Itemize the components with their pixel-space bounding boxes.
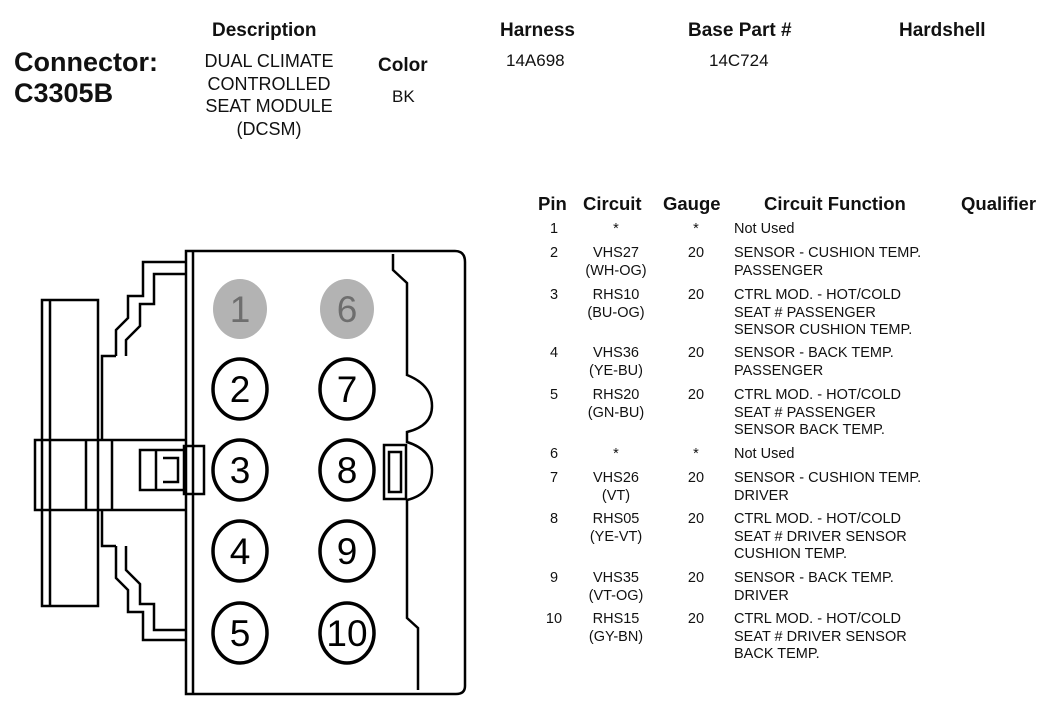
pin-cell: 4: [549, 345, 559, 361]
function-line: Not Used: [734, 221, 795, 237]
pin-cell: 2: [549, 245, 559, 261]
pin-cavity-7: [320, 359, 374, 419]
pin-cavity-5: [213, 603, 267, 663]
circuit-line: RHS20: [592, 387, 640, 403]
function-line: SEAT # PASSENGER: [734, 304, 876, 321]
pin-cavity-10: [320, 603, 374, 663]
gauge-cell: 20: [687, 387, 705, 403]
function-line: CTRL MOD. - HOT/COLD: [734, 611, 902, 627]
column-header-gauge: Gauge: [663, 193, 721, 214]
function-line: SENSOR - BACK TEMP.: [734, 345, 894, 361]
pin-cavity-1: [213, 279, 267, 339]
function-line: SENSOR BACK TEMP.: [734, 422, 885, 438]
circuit-line: RHS15: [592, 611, 640, 627]
function-line: CTRL MOD. - HOT/COLD: [734, 511, 902, 527]
harness-value: 14A698: [506, 51, 565, 70]
pin-cavity-4: [213, 521, 267, 581]
function-line: BACK TEMP.: [734, 646, 820, 662]
function-line: SENSOR - BACK TEMP.: [734, 570, 894, 586]
circuit-cell: [570, 345, 662, 380]
column-header-circuit-function: Circuit Function: [764, 193, 906, 214]
function-line: PASSENGER: [734, 362, 824, 379]
function-cell: [734, 446, 959, 464]
gauge-cell: 20: [687, 611, 705, 627]
pin-number: 8: [336, 450, 358, 491]
pin-cell: 8: [549, 511, 559, 527]
circuit-line: *: [613, 446, 619, 462]
description-line: DUAL CLIMATE: [204, 51, 334, 71]
base-part-header: Base Part #: [688, 20, 792, 41]
pin-number: 3: [229, 450, 251, 491]
circuit-cell: [570, 221, 662, 239]
description-header: Description: [212, 20, 317, 41]
function-line: SENSOR - CUSHION TEMP.: [734, 245, 922, 261]
function-line: DRIVER: [734, 587, 789, 604]
circuit-line: *: [613, 221, 619, 237]
connector-face-diagram: [0, 0, 480, 706]
circuit-line: VHS35: [593, 570, 639, 586]
gauge-cell: 20: [687, 511, 705, 527]
pin-number: 2: [229, 369, 251, 410]
function-line: SEAT # DRIVER SENSOR: [734, 628, 907, 645]
column-header-qualifier: Qualifier: [961, 193, 1037, 214]
function-line: CTRL MOD. - HOT/COLD: [734, 387, 902, 403]
function-line: DRIVER: [734, 487, 789, 504]
column-header-circuit: Circuit: [583, 193, 642, 214]
function-line: PASSENGER: [734, 262, 824, 279]
function-cell: [734, 221, 959, 239]
gauge-cell: 20: [687, 345, 705, 361]
circuit-cell: [570, 446, 662, 464]
circuit-line: (VT-OG): [588, 587, 644, 604]
function-cell: [734, 245, 959, 280]
circuit-cell: [570, 287, 662, 322]
circuit-cell: [570, 470, 662, 505]
function-cell: [734, 287, 959, 340]
description-line: CONTROLLED: [207, 73, 331, 94]
circuit-line: (WH-OG): [585, 262, 647, 279]
pin-cavity-6: [320, 279, 374, 339]
gauge-cell: *: [693, 221, 699, 237]
pin-number: 1: [229, 289, 251, 330]
function-cell: [734, 387, 959, 440]
function-cell: [734, 611, 959, 664]
pin-number: 10: [326, 613, 368, 654]
circuit-cell: [570, 570, 662, 605]
circuit-line: (YE-BU): [589, 362, 643, 379]
connector-color: BK: [392, 87, 415, 106]
function-cell: [734, 511, 959, 564]
pin-cell: 3: [549, 287, 559, 303]
pin-cavity-8: [320, 440, 374, 500]
column-header-pin: Pin: [538, 193, 567, 214]
harness-header: Harness: [500, 20, 575, 41]
connector-id: C3305B: [14, 78, 114, 108]
gauge-cell: *: [693, 446, 699, 462]
gauge-cell: 20: [687, 287, 705, 303]
pin-cell: 6: [549, 446, 559, 462]
circuit-cell: [570, 387, 662, 422]
pin-number: 9: [336, 531, 358, 572]
circuit-line: VHS36: [593, 345, 639, 361]
pin-number: 7: [336, 369, 358, 410]
circuit-cell: [570, 511, 662, 546]
function-cell: [734, 570, 959, 605]
gauge-cell: 20: [687, 245, 705, 261]
hardshell-header: Hardshell: [899, 20, 986, 41]
pin-cell: 5: [549, 387, 559, 403]
pin-cell: 9: [549, 570, 559, 586]
circuit-line: (YE-VT): [589, 528, 643, 545]
pin-number: 5: [229, 613, 251, 654]
pin-cell: 1: [549, 221, 559, 237]
circuit-line: (VT): [601, 487, 631, 504]
function-line: Not Used: [734, 446, 795, 462]
function-line: SENSOR CUSHION TEMP.: [734, 322, 913, 338]
circuit-line: RHS10: [592, 287, 640, 303]
description-line: SEAT MODULE: [205, 96, 333, 116]
circuit-line: (GN-BU): [587, 404, 645, 421]
pin-cell: 10: [545, 611, 563, 627]
circuit-line: (BU-OG): [587, 304, 645, 321]
pin-grid: [213, 279, 374, 663]
gauge-cell: 20: [687, 470, 705, 486]
circuit-line: VHS27: [593, 245, 639, 261]
circuit-cell: [570, 245, 662, 280]
function-cell: [734, 470, 959, 505]
color-header: Color: [378, 55, 428, 76]
circuit-line: (GY-BN): [588, 628, 644, 645]
function-line: CUSHION TEMP.: [734, 546, 848, 562]
function-line: SENSOR - CUSHION TEMP.: [734, 470, 922, 486]
gauge-cell: 20: [687, 570, 705, 586]
circuit-line: RHS05: [592, 511, 640, 527]
description-line: (DCSM): [236, 118, 302, 139]
circuit-cell: [570, 611, 662, 646]
pin-cavity-9: [320, 521, 374, 581]
pin-cell: 7: [549, 470, 559, 486]
pin-number: 4: [229, 531, 251, 572]
circuit-line: VHS26: [593, 470, 639, 486]
connector-label: Connector:: [14, 47, 158, 77]
pin-cavity-2: [213, 359, 267, 419]
pin-number: 6: [336, 289, 358, 330]
function-line: SEAT # PASSENGER: [734, 404, 876, 421]
function-cell: [734, 345, 959, 380]
pin-cavity-3: [213, 440, 267, 500]
function-line: SEAT # DRIVER SENSOR: [734, 528, 907, 545]
base-part-value: 14C724: [709, 51, 769, 70]
function-line: CTRL MOD. - HOT/COLD: [734, 287, 902, 303]
